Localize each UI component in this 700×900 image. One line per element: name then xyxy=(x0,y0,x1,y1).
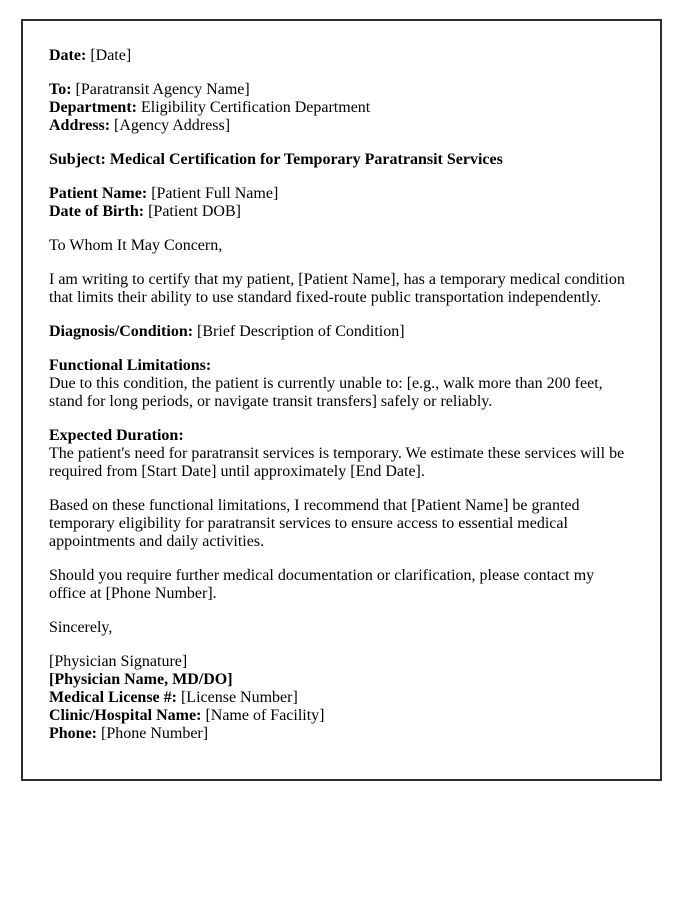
phone-value: [Phone Number] xyxy=(101,725,209,742)
diagnosis-label: Diagnosis/Condition: xyxy=(49,323,194,340)
address-value: [Agency Address] xyxy=(114,117,231,134)
date-line xyxy=(49,47,642,65)
salutation-block xyxy=(49,237,642,255)
address-line xyxy=(49,117,642,135)
diagnosis-value: [Brief Description of Condition] xyxy=(197,323,405,340)
date-of-birth-line xyxy=(49,203,642,221)
functional-limitations-block xyxy=(49,357,642,411)
patient-name-value: [Patient Full Name] xyxy=(151,185,279,202)
date-of-birth-value: [Patient DOB] xyxy=(148,203,241,220)
clinic-name-label: Clinic/Hospital Name: xyxy=(49,707,202,724)
department-line xyxy=(49,99,642,117)
functional-limitations-heading-text: Functional Limitations: xyxy=(49,357,212,374)
closing-block xyxy=(49,619,642,637)
department-value: Eligibility Certification Department xyxy=(140,99,371,116)
recommendation-line-1: Based on these functional limitations, I recommend that [Patient Name] be granted xyxy=(49,497,580,514)
functional-limitations-heading xyxy=(49,357,642,375)
letter-document xyxy=(21,19,662,781)
expected-duration-line-1: The patient's need for paratransit services is temporary. We estimate these services will be xyxy=(49,445,625,462)
diagnosis-block xyxy=(49,323,642,341)
physician-name-text: [Physician Name, MD/DO] xyxy=(49,671,233,688)
date-of-birth-label: Date of Birth: xyxy=(49,203,145,220)
expected-duration-heading-text: Expected Duration: xyxy=(49,427,184,444)
subject-block xyxy=(49,151,642,169)
diagnosis-line xyxy=(49,323,642,341)
intro-line-2: that limits their ability to use standard fixed-route public transportation independently. xyxy=(49,289,602,306)
phone-line xyxy=(49,725,642,743)
recommendation-line-3: appointments and daily activities. xyxy=(49,533,265,550)
recommendation-paragraph xyxy=(49,497,642,551)
patient-info-block xyxy=(49,185,642,221)
department-label: Department: xyxy=(49,99,137,116)
closing-line: Sincerely, xyxy=(49,619,113,636)
date-block xyxy=(49,47,642,65)
physician-name-line xyxy=(49,671,642,689)
to-label: To: xyxy=(49,81,72,98)
clinic-name-value: [Name of Facility] xyxy=(205,707,325,724)
clinic-name-line xyxy=(49,707,642,725)
contact-line-1: Should you require further medical documentation or clarification, please contact my xyxy=(49,567,595,584)
physician-signature-line: [Physician Signature] xyxy=(49,653,188,670)
subject-text: Subject: Medical Certification for Temporary Paratransit Services xyxy=(49,151,503,168)
date-value: [Date] xyxy=(90,47,132,64)
expected-duration-line-2: required from [Start Date] until approximately [End Date]. xyxy=(49,463,425,480)
phone-label: Phone: xyxy=(49,725,97,742)
signature-block xyxy=(49,653,642,743)
subject-line xyxy=(49,151,642,169)
contact-line-2: office at [Phone Number]. xyxy=(49,585,217,602)
salutation-line: To Whom It May Concern, xyxy=(49,237,223,254)
recipient-block xyxy=(49,81,642,135)
address-label: Address: xyxy=(49,117,111,134)
patient-name-label: Patient Name: xyxy=(49,185,148,202)
medical-license-label: Medical License #: xyxy=(49,689,177,706)
date-label: Date: xyxy=(49,47,87,64)
expected-duration-block xyxy=(49,427,642,481)
patient-name-line xyxy=(49,185,642,203)
medical-license-value: [License Number] xyxy=(180,689,298,706)
functional-limitations-line-1: Due to this condition, the patient is currently unable to: [e.g., walk more than 200 feet, xyxy=(49,375,603,392)
to-value: [Paratransit Agency Name] xyxy=(75,81,250,98)
medical-license-line xyxy=(49,689,642,707)
functional-limitations-line-2: stand for long periods, or navigate transit transfers] safely or reliably. xyxy=(49,393,493,410)
recommendation-line-2: temporary eligibility for paratransit services to ensure access to essential medical xyxy=(49,515,568,532)
intro-paragraph xyxy=(49,271,642,307)
to-line xyxy=(49,81,642,99)
intro-line-1: I am writing to certify that my patient, [Patient Name], has a temporary medical condition xyxy=(49,271,625,288)
expected-duration-heading xyxy=(49,427,642,445)
contact-paragraph xyxy=(49,567,642,603)
